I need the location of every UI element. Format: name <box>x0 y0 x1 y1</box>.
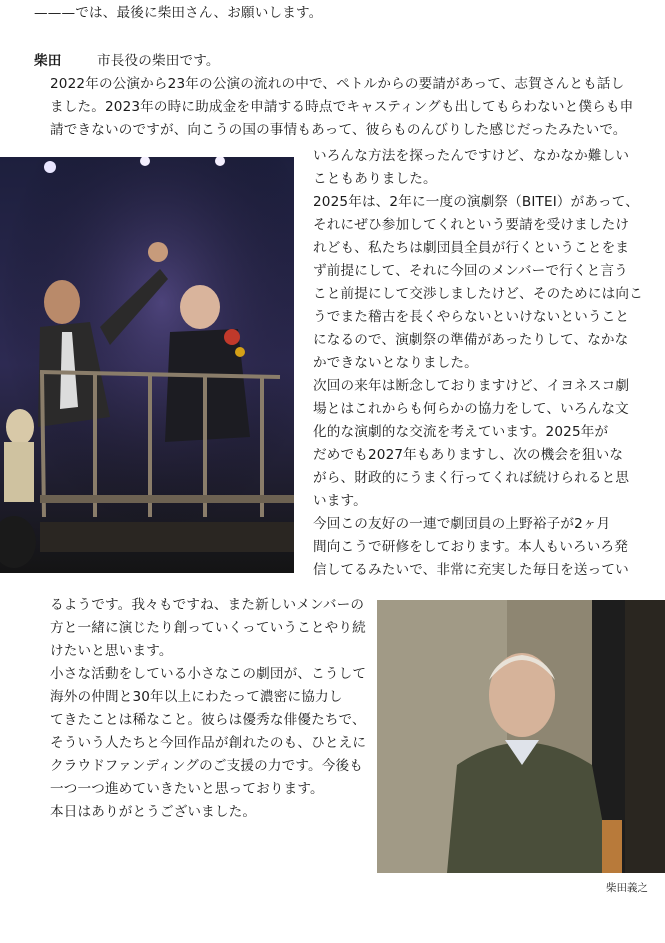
column-text-line: います。 <box>313 493 367 509</box>
column-text-line: 化的な演劇的な交流を考えています。2025年が <box>313 424 609 440</box>
paragraph-intro-line: 2022年の公演から23年の公演の流れの中で、ペトルからの要請があって、志賀さんとも話し <box>50 76 625 92</box>
column-text-line: うでまた稽古を長くやらないといけないということ <box>313 309 630 325</box>
column-text-line: 次回の来年は断念しておりますけど、イヨネスコ劇 <box>313 378 630 394</box>
lower-text-line: るようです。我々もですね、また新しいメンバーの <box>50 597 365 613</box>
speaker-name: 柴田 <box>34 53 62 69</box>
column-text-line: 信してるみたいで、非常に充実した毎日を送ってい <box>313 562 629 578</box>
column-text-line: 場とはこれからも何らかの協力をして、いろんな文 <box>313 401 629 417</box>
stage-scene-image <box>0 157 294 573</box>
column-text-line: こと前提にして交渉しましたけど、そのためには向こ <box>313 286 643 302</box>
column-text-line: れども、私たちは劇団員全員が行くということをま <box>313 240 630 256</box>
column-text-line: かできないとなりました。 <box>313 355 478 371</box>
lower-text-line: てきたことは稀なこと。彼らは優秀な俳優たちで、 <box>50 712 366 728</box>
column-text-line: になるので、演劇祭の準備があったりして、なかな <box>313 332 629 348</box>
column-text-line: だめでも2027年もありますし、次の機会を狙いな <box>313 447 624 463</box>
paragraph-intro-line: ました。2023年の時に助成金を申請する時点でキャスティングも出してもらわないと僕らも申 <box>50 99 634 115</box>
speaker-role-line: 市長役の柴田です。 <box>97 53 220 69</box>
lower-text-line: 方と一緒に演じたり創っていくっていうことやり続 <box>50 620 366 636</box>
column-text-line: いろんな方法を探ったんですけど、なかなか難しい <box>313 148 630 164</box>
lower-text-line: けたいと思います。 <box>50 643 173 659</box>
column-text-line: がら、財政的にうまく行ってくれば続けられると思 <box>313 470 630 486</box>
column-text-line: それにぜひ参加してくれという要請を受けましたけ <box>313 217 630 233</box>
lower-text-line: クラウドファンディングのご支援の力です。今後も <box>50 758 363 774</box>
paragraph-intro-line: 請できないのですが、向こうの国の事情もあって、彼らものんびりした感じだったみたいで。 <box>50 122 627 138</box>
portrait-caption: 柴田義之 <box>606 882 648 894</box>
lower-text-line: 小さな活動をしている小さなこの劇団が、こうして <box>50 666 367 682</box>
lower-text-line: 本日はありがとうございました。 <box>50 804 257 820</box>
column-text-line: 間向こうで研修をしております。本人もいろいろ発 <box>313 539 629 555</box>
lower-text-line: 一つ一つ進めていきたいと思っております。 <box>50 781 324 797</box>
lower-text-line: そういう人たちと今回作品が創れたのも、ひとえに <box>50 735 367 751</box>
intro-line: ———では、最後に柴田さん、お願いします。 <box>34 5 323 21</box>
column-text-line: 2025年は、2年に一度の演劇祭（BITEI）があって、 <box>313 194 639 210</box>
lower-text-line: 海外の仲間と30年以上にわたって濃密に協力し <box>50 689 343 705</box>
column-text-line: ず前提にして、それに今回のメンバーで行くと言う <box>313 263 628 279</box>
stage-photo <box>0 157 294 573</box>
portrait-image <box>377 600 665 873</box>
column-text-line: こともありました。 <box>313 171 437 187</box>
column-text-line: 今回この友好の一連で劇団員の上野裕子が2ヶ月 <box>313 516 611 532</box>
portrait-photo <box>377 600 665 873</box>
